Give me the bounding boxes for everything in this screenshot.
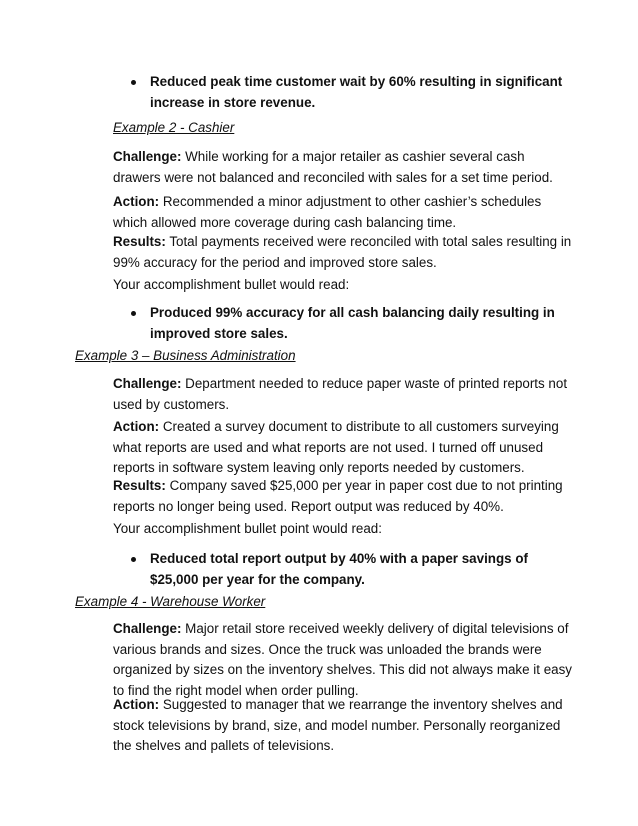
challenge-label: Challenge: (113, 149, 182, 164)
challenge-label: Challenge: (113, 376, 182, 391)
challenge-text: Major retail store received weekly delivery of digital televisions of various brands and sizes. Once the truck was unloaded the brands were organized by sizes on the inventory shelves. This did not always make it easy to find the right model when order pulling. (113, 621, 572, 698)
challenge-text: Department needed to reduce paper waste of printed reports not used by customers. (113, 376, 568, 412)
example-2-intro: Your accomplishment bullet would read: (113, 277, 350, 292)
action-label: Action: (113, 194, 160, 209)
example-2-heading: Example 2 - Cashier (113, 120, 235, 135)
accomplishment-bullet: Reduced peak time customer wait by 60% resulting in significant increase in store revenue. (150, 72, 570, 113)
challenge-label: Challenge: (113, 621, 182, 636)
example-2-bullet: Produced 99% accuracy for all cash balancing daily resulting in improved store sales. (150, 303, 570, 344)
example-4-action (113, 695, 573, 757)
action-label: Action: (113, 697, 160, 712)
results-text: Total payments received were reconciled with total sales resulting in 99% accuracy for the period and improved store sales. (113, 234, 572, 270)
results-label: Results: (113, 234, 166, 249)
example-3-action (113, 417, 573, 479)
example-3-results (113, 476, 573, 517)
results-label: Results: (113, 478, 166, 493)
example-4-challenge (113, 619, 573, 701)
challenge-text: While working for a major retailer as cashier several cash drawers were not balanced and reconciled with sales for a set time period. (113, 149, 553, 185)
example-3-bullet: Reduced total report output by 40% with a paper savings of $25,000 per year for the company. (150, 549, 570, 590)
example-3-challenge (113, 374, 573, 415)
action-text: Suggested to manager that we rearrange the inventory shelves and stock televisions by brand, size, and model number. Personally reorganized the shelves and pallets of televisions. (113, 697, 563, 753)
example-3-heading: Example 3 – Business Administration (75, 348, 296, 363)
action-text: Created a survey document to distribute to all customers surveying what reports are used and what reports are not used. I turned off unused reports in software system leaving only reports needed by customers. (113, 419, 559, 475)
results-text: Company saved $25,000 per year in paper cost due to not printing reports no longer being used. Report output was reduced by 40%. (113, 478, 563, 514)
example-2-action (113, 192, 573, 233)
action-text: Recommended a minor adjustment to other cashier’s schedules which allowed more coverage during cash balancing time. (113, 194, 542, 230)
example-2-results (113, 232, 573, 273)
action-label: Action: (113, 419, 160, 434)
example-3-intro: Your accomplishment bullet point would read: (113, 521, 382, 536)
example-2-challenge (113, 147, 573, 188)
example-4-heading: Example 4 - Warehouse Worker (75, 594, 266, 609)
